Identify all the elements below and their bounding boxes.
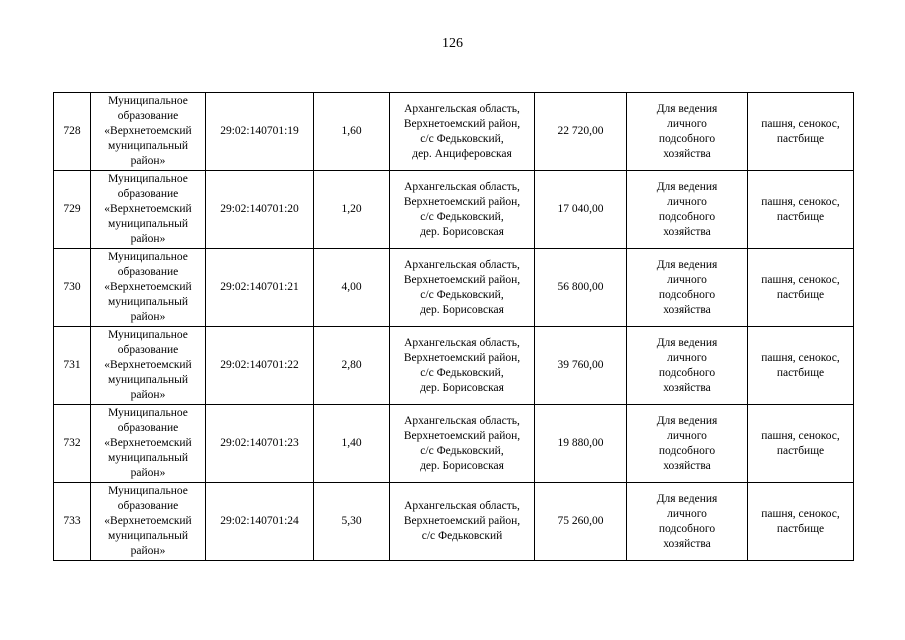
address-cell: Архангельская область, Верхнетоемский район, с/с Федьковский, дер. Борисовская: [390, 171, 535, 249]
table-row: [54, 171, 854, 249]
owner-cell: Муниципальное образование «Верхнетоемский муниципальный район»: [91, 405, 206, 483]
purpose-cell: Для ведения личного подсобного хозяйства: [627, 171, 748, 249]
address-cell: Архангельская область, Верхнетоемский район, с/с Федьковский, дер. Борисовская: [390, 249, 535, 327]
row-number-cell: 732: [54, 405, 91, 483]
purpose-cell: Для ведения личного подсобного хозяйства: [627, 249, 748, 327]
owner-cell: Муниципальное образование «Верхнетоемский муниципальный район»: [91, 327, 206, 405]
cadastral-number-cell: 29:02:140701:22: [206, 327, 314, 405]
row-number-cell: 730: [54, 249, 91, 327]
row-number-cell: 731: [54, 327, 91, 405]
table-row: [54, 483, 854, 561]
purpose-cell: Для ведения личного подсобного хозяйства: [627, 327, 748, 405]
price-cell: 19 880,00: [535, 405, 627, 483]
address-cell: Архангельская область, Верхнетоемский район, с/с Федьковский, дер. Борисовская: [390, 327, 535, 405]
area-cell: 4,00: [314, 249, 390, 327]
address-cell: Архангельская область, Верхнетоемский район, с/с Федьковский, дер. Анциферовская: [390, 93, 535, 171]
address-cell: Архангельская область, Верхнетоемский район, с/с Федьковский, дер. Борисовская: [390, 405, 535, 483]
area-cell: 2,80: [314, 327, 390, 405]
cadastral-number-cell: 29:02:140701:19: [206, 93, 314, 171]
land-use-cell: пашня, сенокос, пастбище: [748, 483, 854, 561]
area-cell: 5,30: [314, 483, 390, 561]
address-cell: Архангельская область, Верхнетоемский район, с/с Федьковский: [390, 483, 535, 561]
price-cell: 75 260,00: [535, 483, 627, 561]
land-use-cell: пашня, сенокос, пастбище: [748, 171, 854, 249]
table-row: [54, 249, 854, 327]
cadastral-number-cell: 29:02:140701:24: [206, 483, 314, 561]
cadastral-number-cell: 29:02:140701:21: [206, 249, 314, 327]
page-number: 126: [442, 36, 463, 51]
price-cell: 39 760,00: [535, 327, 627, 405]
land-plots-table: [53, 92, 854, 561]
cadastral-number-cell: 29:02:140701:23: [206, 405, 314, 483]
price-cell: 56 800,00: [535, 249, 627, 327]
land-use-cell: пашня, сенокос, пастбище: [748, 405, 854, 483]
land-use-cell: пашня, сенокос, пастбище: [748, 249, 854, 327]
table-row: [54, 405, 854, 483]
purpose-cell: Для ведения личного подсобного хозяйства: [627, 93, 748, 171]
owner-cell: Муниципальное образование «Верхнетоемский муниципальный район»: [91, 93, 206, 171]
purpose-cell: Для ведения личного подсобного хозяйства: [627, 405, 748, 483]
land-use-cell: пашня, сенокос, пастбище: [748, 327, 854, 405]
owner-cell: Муниципальное образование «Верхнетоемский муниципальный район»: [91, 171, 206, 249]
cadastral-number-cell: 29:02:140701:20: [206, 171, 314, 249]
area-cell: 1,40: [314, 405, 390, 483]
area-cell: 1,20: [314, 171, 390, 249]
area-cell: 1,60: [314, 93, 390, 171]
price-cell: 17 040,00: [535, 171, 627, 249]
purpose-cell: Для ведения личного подсобного хозяйства: [627, 483, 748, 561]
row-number-cell: 729: [54, 171, 91, 249]
table-row: [54, 327, 854, 405]
row-number-cell: 728: [54, 93, 91, 171]
row-number-cell: 733: [54, 483, 91, 561]
owner-cell: Муниципальное образование «Верхнетоемский муниципальный район»: [91, 483, 206, 561]
table-body: [54, 93, 854, 561]
table-row: [54, 93, 854, 171]
land-use-cell: пашня, сенокос, пастбище: [748, 93, 854, 171]
price-cell: 22 720,00: [535, 93, 627, 171]
owner-cell: Муниципальное образование «Верхнетоемский муниципальный район»: [91, 249, 206, 327]
